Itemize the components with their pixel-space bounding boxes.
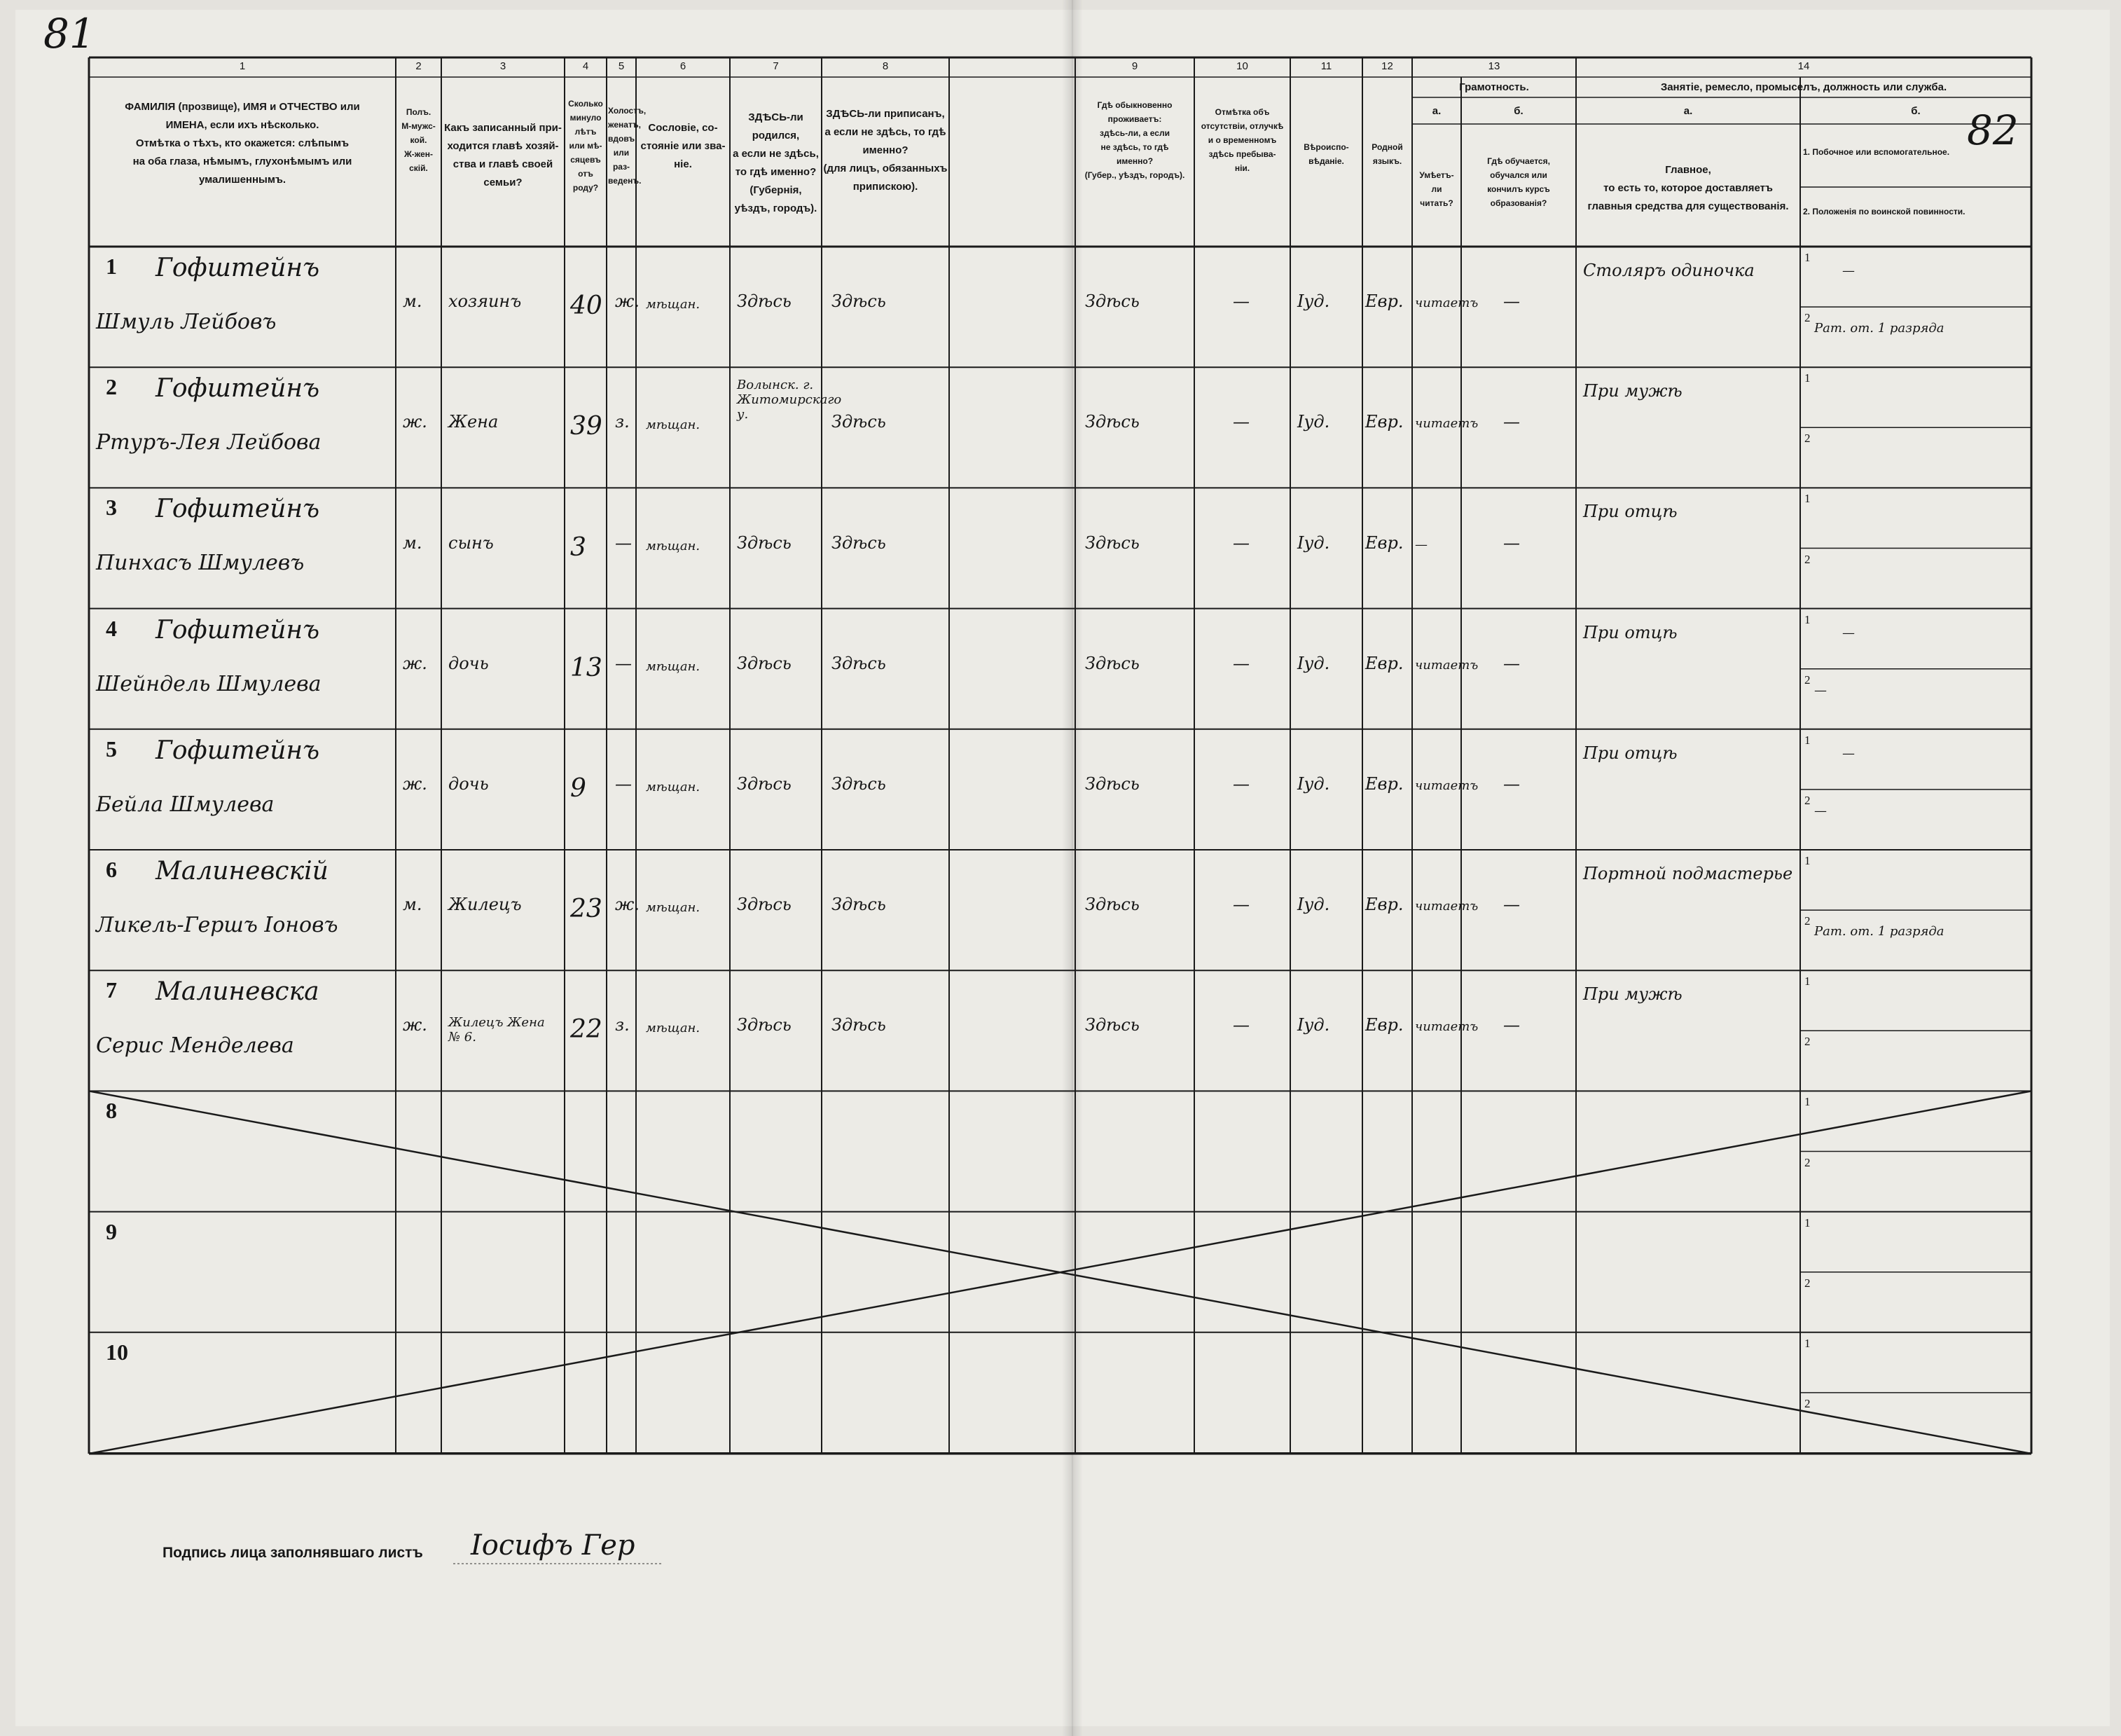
literate: читаетъ <box>1415 416 1479 432</box>
header-col14a <box>1577 161 1799 216</box>
column-number-6: 6 <box>679 60 686 72</box>
header-col4-line: Сколько <box>568 99 603 109</box>
sub-label-2: 2 <box>1804 311 1811 325</box>
religion: Іуд. <box>1297 1015 1330 1035</box>
header-col5-line: женатъ, <box>608 120 641 130</box>
header-col11-line: вѣданіе. <box>1308 156 1344 166</box>
header-col12-line: языкъ. <box>1372 156 1402 166</box>
surname: Гофштейнъ <box>156 615 320 645</box>
military-status: — <box>1814 682 1827 698</box>
header-col3-line: семьи? <box>483 177 523 188</box>
header-col13b <box>1463 154 1575 210</box>
relation: дочь <box>448 653 489 673</box>
header-col13a-line: ли <box>1431 184 1442 194</box>
header-col14a-letter: а. <box>1683 105 1693 117</box>
header-col8-line: ЗДѢСЬ-ли приписанъ, <box>826 108 945 120</box>
relation: Жилецъ Жена № 6. <box>448 1015 545 1045</box>
header-col14-title: Занятіе, ремесло, промыселъ, должность или служба. <box>1660 81 1947 93</box>
header-col7-line: (Губернія, уѣздъ, городъ). <box>734 184 817 214</box>
header-col4-line: минуло <box>569 113 602 123</box>
row-number: 6 <box>106 857 117 882</box>
header-col13b-line: обучался или <box>1490 170 1547 180</box>
given-names: Пинхасъ Шмулевъ <box>96 551 305 576</box>
header-col13a-line: Умѣетъ- <box>1419 170 1454 180</box>
estate: мѣщан. <box>646 659 700 674</box>
sub-label-1: 1 <box>1804 854 1811 867</box>
sub-label-2: 2 <box>1804 432 1811 446</box>
header-col14a-line: главныя средства для существованія. <box>1587 200 1789 212</box>
header-col7 <box>731 109 820 218</box>
birthplace: Здѣсь <box>737 773 792 794</box>
language: Евр. <box>1365 1015 1404 1035</box>
surname: Гофштейнъ <box>156 495 320 524</box>
surname: Малиневска <box>156 977 319 1007</box>
residence: Здѣсь <box>1085 653 1140 673</box>
language: Евр. <box>1365 653 1404 673</box>
age: 3 <box>570 532 586 562</box>
occupation: При отцѣ <box>1583 743 1678 763</box>
language: Евр. <box>1365 412 1404 432</box>
header-col9-line: здѣсь-ли, а если <box>1100 128 1170 138</box>
signature-block <box>163 1529 635 1562</box>
occupation: При мужѣ <box>1583 984 1683 1005</box>
sex: м. <box>403 895 422 915</box>
military-status: Рат. от. 1 разряда <box>1814 321 1944 336</box>
absence: — <box>1233 291 1250 312</box>
header-col1-line: ФАМИЛІЯ (прозвище), ИМЯ и ОТЧЕСТВО или <box>125 101 360 113</box>
header-col9-line: именно? <box>1116 156 1154 166</box>
header-col5-line: Холостъ, <box>608 106 647 116</box>
header-col4 <box>566 97 605 195</box>
registered: Здѣсь <box>831 1015 886 1035</box>
signature-label: Подпись лица заполнявшаго листъ <box>163 1545 423 1561</box>
occupation: При мужѣ <box>1583 381 1683 401</box>
birthplace: Здѣсь <box>737 291 792 312</box>
header-col13b-letter: б. <box>1514 105 1524 117</box>
row-number: 1 <box>106 254 117 279</box>
occupation-secondary: — <box>1842 625 1855 640</box>
residence: Здѣсь <box>1085 412 1140 432</box>
surname: Гофштейнъ <box>156 736 320 765</box>
header-col5-line: или раз- <box>612 148 630 172</box>
header-col7-line: а если не здѣсь, <box>733 148 819 160</box>
header-col14a-line: Главное, <box>1665 164 1711 176</box>
education: — <box>1503 895 1520 915</box>
education: — <box>1503 1015 1520 1035</box>
sub-label-2: 2 <box>1804 1155 1811 1169</box>
marital-status: ж. <box>615 895 640 915</box>
header-col13-title: Грамотность. <box>1459 81 1529 93</box>
age: 23 <box>570 895 602 924</box>
relation: сынъ <box>448 532 494 553</box>
header-col13a-letter: а. <box>1432 105 1442 117</box>
column-number-10: 10 <box>1236 60 1248 72</box>
language: Евр. <box>1365 895 1404 915</box>
occupation: Портной подмастерье <box>1583 864 1793 883</box>
header-col8 <box>823 105 948 196</box>
header-col6-line: Сословіе, со- <box>648 122 718 134</box>
birthplace: Здѣсь <box>737 895 792 915</box>
header-col4-line: лѣтъ <box>574 127 597 137</box>
absence: — <box>1233 412 1250 432</box>
header-col2 <box>397 105 440 175</box>
header-col13b-line: Гдѣ обучается, <box>1487 156 1550 166</box>
relation: хозяинъ <box>448 291 522 312</box>
sex: м. <box>403 291 422 312</box>
header-col13a-line: читать? <box>1420 198 1453 208</box>
given-names: Ртуръ-Лея Лейбова <box>96 430 322 455</box>
row-number: 3 <box>106 495 117 521</box>
sub-label-2: 2 <box>1804 552 1811 566</box>
row-number: 8 <box>106 1098 117 1124</box>
column-number-4: 4 <box>582 60 589 72</box>
header-col2-line: скій. <box>409 163 428 173</box>
absence: — <box>1233 653 1250 673</box>
marital-status: з. <box>615 412 630 432</box>
header-col9 <box>1077 98 1193 182</box>
header-col4-line: отъ роду? <box>572 169 599 193</box>
sex: м. <box>403 532 422 553</box>
estate: мѣщан. <box>646 297 700 312</box>
sub-label-2: 2 <box>1804 1035 1811 1049</box>
military-status: — <box>1814 803 1827 818</box>
religion: Іуд. <box>1297 291 1330 312</box>
literate: читаетъ <box>1415 657 1479 673</box>
sub-label-1: 1 <box>1804 974 1811 988</box>
sub-label-2: 2 <box>1804 1396 1811 1410</box>
registered: Здѣсь <box>831 532 886 553</box>
education: — <box>1503 653 1520 673</box>
header-col5-line: веденъ. <box>608 176 642 186</box>
relation: дочь <box>448 773 489 794</box>
row-number: 10 <box>106 1339 128 1365</box>
birthplace: Здѣсь <box>737 653 792 673</box>
given-names: Бейла Шмулева <box>96 792 275 817</box>
marital-status: — <box>615 653 632 673</box>
sex: ж. <box>403 412 427 432</box>
sub-label-2: 2 <box>1804 793 1811 807</box>
age: 40 <box>570 291 602 321</box>
header-col11-line: Вѣроиспо- <box>1304 142 1349 152</box>
header-col6-line: ніе. <box>674 158 692 170</box>
row-number: 9 <box>106 1218 117 1244</box>
header-col1-line: ИМЕНА, если ихъ нѣсколько. <box>165 119 319 131</box>
sub-label-1: 1 <box>1804 733 1811 747</box>
marital-status: з. <box>615 1015 630 1035</box>
birthplace: Здѣсь <box>737 532 792 553</box>
column-number-1: 1 <box>239 60 246 72</box>
header-col6 <box>637 119 728 174</box>
surname: Малиневскій <box>156 857 329 886</box>
residence: Здѣсь <box>1085 291 1140 312</box>
religion: Іуд. <box>1297 532 1330 553</box>
sub-label-1: 1 <box>1804 1336 1811 1350</box>
row-number: 5 <box>106 736 117 762</box>
header-col9-line: Гдѣ обыкновенно <box>1097 100 1173 110</box>
column-number-5: 5 <box>618 60 625 72</box>
estate: мѣщан. <box>646 418 700 433</box>
absence: — <box>1233 1015 1250 1035</box>
given-names: Шейндель Шмулева <box>96 671 322 696</box>
header-col1-line: Отмѣтка о тѣхъ, кто окажется: слѣпымъ <box>135 137 350 149</box>
surname: Гофштейнъ <box>156 254 320 282</box>
header-col1-line: на оба глаза, нѣмымъ, глухонѣмымъ или <box>132 156 352 167</box>
header-col13b-line: кончилъ курсъ <box>1487 184 1550 194</box>
residence: Здѣсь <box>1085 1015 1140 1035</box>
residence: Здѣсь <box>1085 532 1140 553</box>
absence: — <box>1233 773 1250 794</box>
estate: мѣщан. <box>646 900 700 916</box>
marital-status: — <box>615 532 632 553</box>
header-col10-line: и о временномъ <box>1208 135 1277 145</box>
literate: читаетъ <box>1415 899 1479 914</box>
language: Евр. <box>1365 773 1404 794</box>
column-number-12: 12 <box>1381 60 1393 72</box>
marital-status: ж. <box>615 291 640 312</box>
header-col4-line: сяцевъ <box>570 155 601 165</box>
religion: Іуд. <box>1297 412 1330 432</box>
marital-status: — <box>615 773 632 794</box>
header-col12-line: Родной <box>1372 142 1403 152</box>
registered: Здѣсь <box>831 653 886 673</box>
row-number: 4 <box>106 615 117 641</box>
column-number-3: 3 <box>499 60 506 72</box>
header-col13b-line: образованія? <box>1490 198 1547 208</box>
sub-label-1: 1 <box>1804 371 1811 385</box>
residence: Здѣсь <box>1085 895 1140 915</box>
header-col14a-line: то есть то, которое доставляетъ <box>1603 182 1773 194</box>
sub-label-1: 1 <box>1804 1095 1811 1109</box>
occupation: При отцѣ <box>1583 622 1678 642</box>
column-number-9: 9 <box>1131 60 1138 72</box>
header-col10 <box>1196 105 1289 175</box>
registered: Здѣсь <box>831 773 886 794</box>
education: — <box>1503 291 1520 312</box>
header-col8-line: а если не здѣсь, то гдѣ <box>824 126 946 138</box>
header-col9-line: (Губер., уѣздъ, городъ). <box>1084 170 1185 180</box>
estate: мѣщан. <box>646 1021 700 1036</box>
header-col8-line: именно? <box>862 144 908 156</box>
row-number: 7 <box>106 977 117 1003</box>
occupation: Столяръ одиночка <box>1583 261 1755 280</box>
header-col9-line: не здѣсь, то гдѣ <box>1100 142 1169 152</box>
religion: Іуд. <box>1297 653 1330 673</box>
occupation-secondary: — <box>1842 263 1855 278</box>
sub-label-1: 1 <box>1804 612 1811 626</box>
residence: Здѣсь <box>1085 773 1140 794</box>
sub-label-2: 2 <box>1804 673 1811 687</box>
header-col3 <box>443 119 563 192</box>
header-col1 <box>90 98 394 189</box>
literate: читаетъ <box>1415 1019 1479 1035</box>
estate: мѣщан. <box>646 538 700 553</box>
surname: Гофштейнъ <box>156 374 320 404</box>
header-col2-line: М-мужс- <box>401 121 436 131</box>
sub-label-1: 1 <box>1804 492 1811 506</box>
language: Евр. <box>1365 291 1404 312</box>
header-col2-line: кой. <box>410 135 427 145</box>
header-col7-line: ЗДѢСЬ-ли родился, <box>748 111 803 142</box>
birthplace: Здѣсь <box>737 1015 792 1035</box>
header-col5-line: вдовъ <box>608 134 635 144</box>
header-col14b-letter: б. <box>1911 105 1921 117</box>
header-col7-line: то гдѣ именно? <box>735 166 817 178</box>
sex: ж. <box>403 1015 427 1035</box>
sheet-number-right: 82 <box>1967 106 2019 154</box>
header-col8-line: (для лицъ, обязанныхъ <box>823 163 948 174</box>
occupation-secondary: — <box>1842 745 1855 761</box>
literate: читаетъ <box>1415 296 1479 311</box>
relation: Жилецъ <box>448 895 522 915</box>
education: — <box>1503 412 1520 432</box>
age: 22 <box>570 1015 602 1045</box>
header-col2-line: Полъ. <box>406 107 431 117</box>
given-names: Ликель-Гершъ Іоновъ <box>96 913 338 937</box>
sub-label-2: 2 <box>1804 1276 1811 1290</box>
given-names: Серис Менделева <box>96 1033 294 1059</box>
education: — <box>1503 773 1520 794</box>
education: — <box>1503 532 1520 553</box>
language: Евр. <box>1365 532 1404 553</box>
header-col14b-1: 1. Побочное или вспомогательное. <box>1803 147 1950 157</box>
header-col3-line: Какъ записанный при- <box>444 122 562 134</box>
header-col10-line: отсутствіи, отлучкѣ <box>1201 121 1284 131</box>
header-col9-line: проживаетъ: <box>1107 114 1162 124</box>
header-col2-line: Ж-жен- <box>403 149 434 159</box>
header-col12 <box>1364 140 1411 168</box>
column-number-7: 7 <box>773 60 779 72</box>
column-number-14: 14 <box>1797 60 1810 72</box>
religion: Іуд. <box>1297 773 1330 794</box>
sub-label-2: 2 <box>1804 914 1811 928</box>
column-number-13: 13 <box>1488 60 1500 72</box>
estate: мѣщан. <box>646 779 700 794</box>
row-number: 2 <box>106 374 117 400</box>
header-col14b-2: 2. Положенія по воинской повинности. <box>1803 207 1965 216</box>
header-col5 <box>608 104 647 188</box>
registered: Здѣсь <box>831 895 886 915</box>
religion: Іуд. <box>1297 895 1330 915</box>
header-col6-line: стояніе или зва- <box>640 140 726 152</box>
given-names: Шмуль Лейбовъ <box>96 310 277 334</box>
sex: ж. <box>403 653 427 673</box>
military-status: Рат. от. 1 разряда <box>1814 924 1944 939</box>
absence: — <box>1233 532 1250 553</box>
column-number-2: 2 <box>415 60 422 72</box>
literate: читаетъ <box>1415 778 1479 793</box>
literate: — <box>1415 537 1428 552</box>
header-col10-line: ніи. <box>1234 163 1250 173</box>
age: 13 <box>570 653 602 682</box>
sub-label-1: 1 <box>1804 1215 1811 1229</box>
header-col3-line: ходится главѣ хозяй- <box>447 140 559 152</box>
age: 9 <box>570 773 586 803</box>
registered: Здѣсь <box>831 412 886 432</box>
sub-label-1: 1 <box>1804 251 1811 264</box>
header-col3-line: ства и главѣ своей <box>452 158 553 170</box>
header-col11 <box>1292 140 1361 168</box>
signature-line <box>453 1562 663 1566</box>
column-number-8: 8 <box>882 60 889 72</box>
header-col1-line: умалишеннымъ. <box>198 174 286 186</box>
header-col8-line: припискою). <box>852 181 918 193</box>
relation: Жена <box>448 412 499 432</box>
header-col10-line: Отмѣтка объ <box>1215 107 1270 117</box>
header-col4-line: или мѣ- <box>569 141 602 151</box>
sheet-number-left: 81 <box>43 10 95 57</box>
column-number-11: 11 <box>1320 60 1332 72</box>
occupation: При отцѣ <box>1583 502 1678 522</box>
absence: — <box>1233 895 1250 915</box>
sex: ж. <box>403 773 427 794</box>
age: 39 <box>570 412 602 441</box>
signature-value: Іосифъ Гер <box>471 1529 635 1562</box>
registered: Здѣсь <box>831 291 886 312</box>
birthplace: Волынск. г. Житомирскаго у. <box>737 378 842 422</box>
header-col10-line: здѣсь пребыва- <box>1208 149 1276 159</box>
header-col13a <box>1414 168 1460 210</box>
